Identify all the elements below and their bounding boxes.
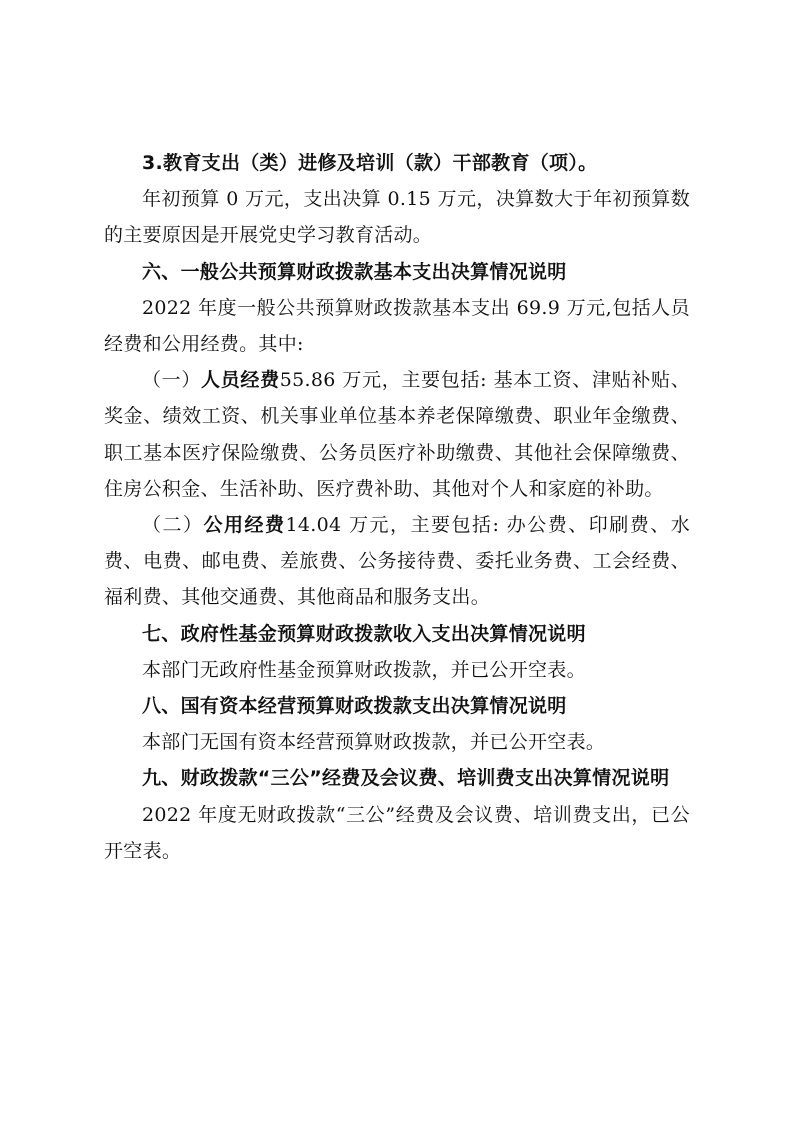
section-8-heading: 八、国有资本经营预算财政拨款支出决算情况说明 (142, 695, 567, 718)
item-1-bold-term: 人员经费 (201, 369, 280, 392)
section-7-body: 本部门无政府性基金预算财政拨款，并已公开空表。 (142, 658, 586, 681)
section-6-body: 2022 年度一般公共预算财政拨款基本支出 69.9 万元,包括人员经费和公用经费。其中: (104, 296, 690, 356)
section-3-body: 年初预算 0 万元，支出决算 0.15 万元，决算数大于年初预算数的主要原因是开展党史学习教育活动。 (104, 188, 690, 247)
item-1-text: 55.86 万元，主要包括: 基本工资、津贴补贴、奖金、绩效工资、机关事业单位基本养老保障缴费、职业年金缴费、职工基本医疗保险缴费、公务员医疗补助缴费、其他社会保障缴费、住房公积金、生活补助、医疗费补助、其他对个人和家庭的补助。 (104, 369, 691, 500)
item-2-text: 14.04 万元，主要包括: 办公费、印刷费、水费、电费、邮电费、差旅费、公务接待费、委托业务费、工会经费、福利费、其他交通费、其他商品和服务支出。 (104, 514, 691, 609)
item-2-label: （二） (142, 514, 204, 537)
section-3-heading: 3.教育支出（类）进修及培训（款）干部教育（项）。 (142, 152, 598, 174)
section-9-heading: 九、财政拨款“三公”经费及会议费、培训费支出决算情况说明 (142, 767, 670, 790)
section-6-heading: 六、一般公共预算财政拨款基本支出决算情况说明 (142, 260, 567, 283)
item-2-bold-term: 公用经费 (203, 514, 286, 537)
section-9-body: 2022 年度无财政拨款“三公”经费及会议费、培训费支出，已公开空表。 (104, 803, 690, 862)
document-body (104, 145, 690, 869)
section-8-body: 本部门无国有资本经营预算财政拨款，并已公开空表。 (142, 731, 606, 754)
section-7-heading: 七、政府性基金预算财政拨款收入支出决算情况说明 (142, 622, 586, 645)
section-6-item-2 (104, 507, 690, 616)
item-1-label: （一） (142, 369, 202, 392)
section-6-item-1 (104, 362, 690, 507)
